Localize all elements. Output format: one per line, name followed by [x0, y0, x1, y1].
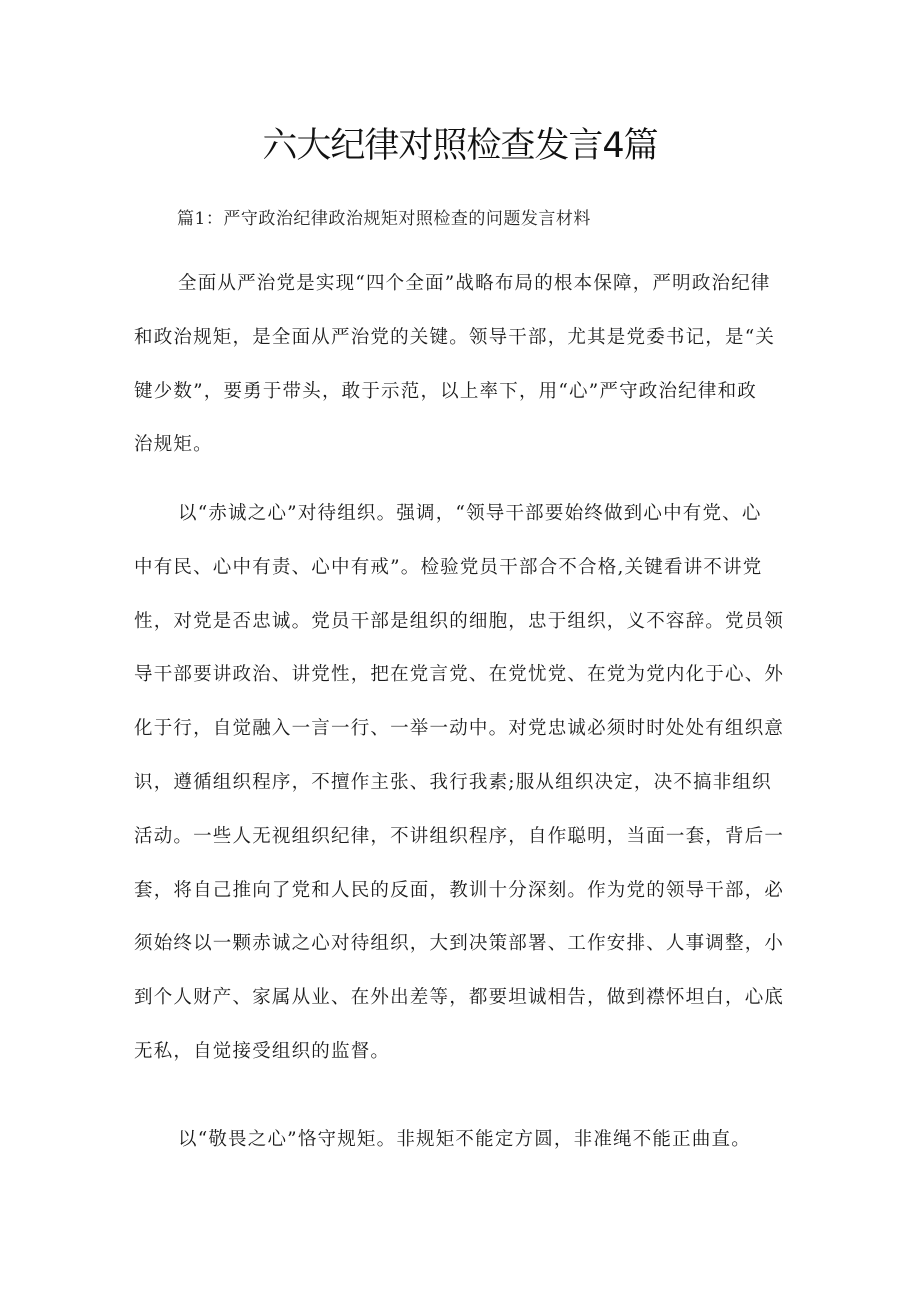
paragraph-line: 套，将自己推向了党和人民的反面，教训十分深刻。作为党的领导干部，必	[134, 879, 785, 901]
paragraph-3	[134, 1122, 794, 1176]
paragraph-1	[134, 266, 794, 481]
paragraph-line: 键少数”，要勇于带头，敢于示范，以上率下，用“心”严守政治纪律和政	[134, 380, 757, 402]
paragraph-2	[134, 496, 794, 1088]
paragraph-line: 到个人财产、家属从业、在外出差等，都要坦诚相告，做到襟怀坦白，心底	[134, 987, 785, 1009]
paragraph-line: 化于行，自觉融入一言一行、一举一动中。对党忠诚必须时时处处有组织意	[134, 718, 785, 740]
paragraph-line: 治规矩。	[134, 434, 213, 456]
paragraph-line: 无私，自觉接受组织的监督。	[134, 1040, 391, 1062]
paragraph-line: 性，对党是否忠诚。党员干部是组织的细胞，忠于组织，义不容辞。党员领	[134, 610, 785, 632]
document-subtitle: 篇1：严守政治纪律政治规矩对照检查的问题发言材料	[177, 209, 591, 229]
paragraph-line: 须始终以一颗赤诚之心对待组织，大到决策部署、工作安排、人事调整，小	[134, 933, 785, 955]
paragraph-line: 全面从严治党是实现“四个全面”战略布局的根本保障，严明政治纪律	[178, 273, 771, 294]
paragraph-line: 识，遵循组织程序，不擅作主张、我行我素;服从组织决定，决不搞非组织	[134, 771, 772, 793]
paragraph-line: 导干部要讲政治、讲党性，把在党言党、在党忧党、在党为党内化于心、外	[134, 664, 785, 686]
document-title: 六大纪律对照检查发言4篇	[262, 126, 658, 166]
paragraph-line: 以“敬畏之心”恪守规矩。非规矩不能定方圆，非准绳不能正曲直。	[178, 1129, 751, 1150]
paragraph-line: 活动。一些人无视组织纪律，不讲组织程序，自作聪明，当面一套，背后一	[134, 825, 785, 847]
paragraph-line: 和政治规矩，是全面从严治党的关键。领导干部，尤其是党委书记，是“关	[134, 326, 776, 348]
paragraph-line: 中有民、心中有责、心中有戒”。检验党员干部合不合格,关键看讲不讲党	[134, 556, 763, 578]
paragraph-line: 以“赤诚之心”对待组织。强调，“领导干部要始终做到心中有党、心	[178, 503, 762, 524]
